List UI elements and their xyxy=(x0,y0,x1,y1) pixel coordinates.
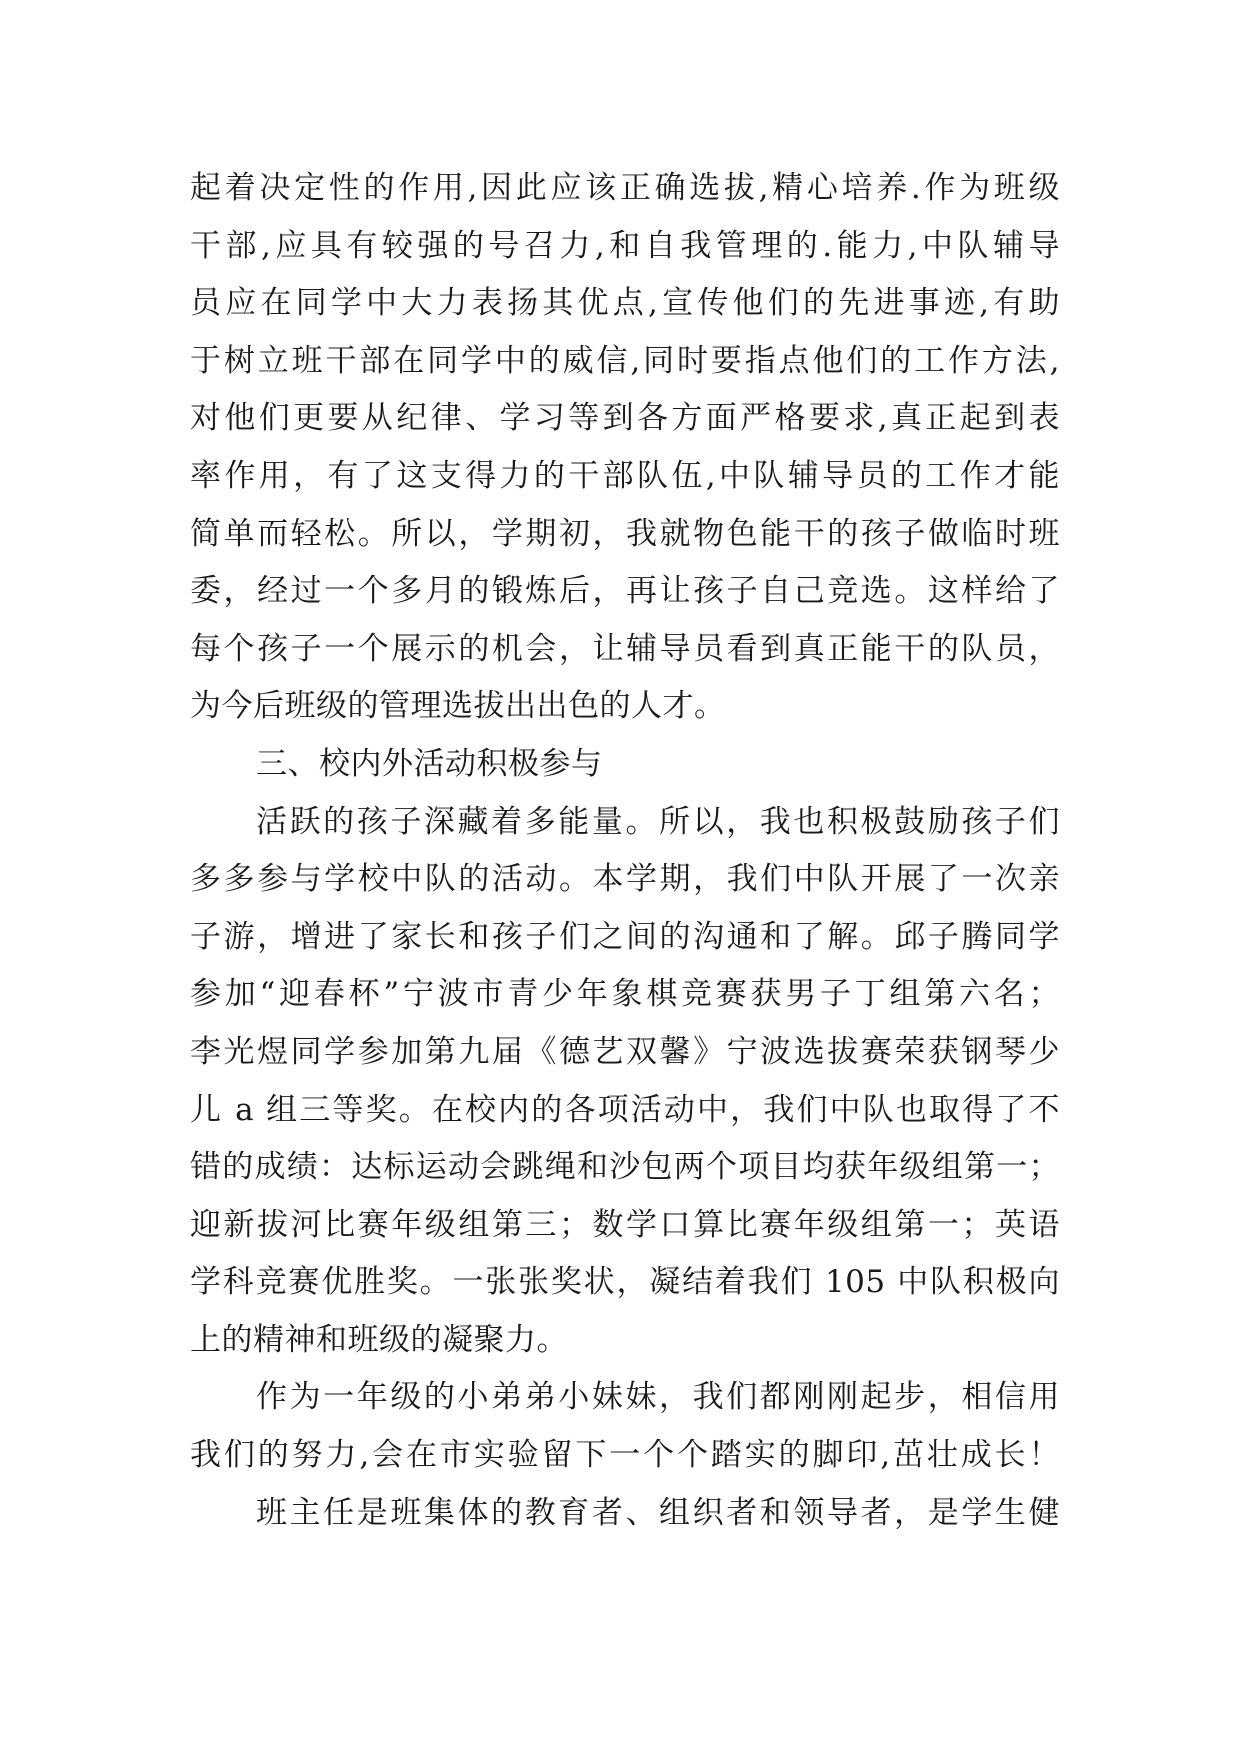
text-line: 班主任是班集体的教育者、组织者和领导者，是学生健 xyxy=(256,1494,1060,1531)
text-line: 干部,应具有较强的号召力,和自我管理的.能力,中队辅导 xyxy=(190,227,1060,264)
text-line: 委，经过一个多月的锻炼后，再让孩子自己竞选。这样给了 xyxy=(190,573,1060,610)
text-line: 参加“迎春杯”宁波市青少年象棋竞赛获男子丁组第六名； xyxy=(190,976,1060,1013)
text-line: 于树立班干部在同学中的威信,同时要指点他们的工作方法, xyxy=(190,342,1060,379)
text-line: 错的成绩：达标运动会跳绳和沙包两个项目均获年级组第一； xyxy=(190,1149,1060,1186)
text-line: 学科竞赛优胜奖。一张张奖状，凝结着我们 105 中队积极向 xyxy=(190,1264,1060,1301)
document-body xyxy=(190,160,1060,1542)
text-line: 子游，增进了家长和孩子们之间的沟通和了解。邱子腾同学 xyxy=(190,918,1060,955)
text-line: 作为一年级的小弟弟小妹妹，我们都刚刚起步，相信用 xyxy=(256,1379,1060,1416)
text-line: 儿 a 组三等奖。在校内的各项活动中，我们中队也取得了不 xyxy=(190,1091,1060,1128)
text-line: 对他们更要从纪律、学习等到各方面严格要求,真正起到表 xyxy=(190,400,1060,437)
text-line: 李光煜同学参加第九届《德艺双馨》宁波选拔赛荣获钢琴少 xyxy=(190,1033,1060,1070)
text-line: 每个孩子一个展示的机会，让辅导员看到真正能干的队员， xyxy=(190,630,1060,667)
text-line: 率作用，有了这支得力的干部队伍,中队辅导员的工作才能 xyxy=(190,457,1060,494)
text-line: 上的精神和班级的凝聚力。 xyxy=(190,1321,568,1358)
text-line: 活跃的孩子深藏着多能量。所以，我也积极鼓励孩子们 xyxy=(256,803,1060,840)
text-line: 我们的努力,会在市实验留下一个个踏实的脚印,茁壮成长！ xyxy=(190,1437,1060,1474)
text-line: 三、校内外活动积极参与 xyxy=(256,745,603,782)
text-line: 简单而轻松。所以，学期初，我就物色能干的孩子做临时班 xyxy=(190,515,1060,552)
text-line: 为今后班级的管理选拔出出色的人才。 xyxy=(190,688,726,725)
text-line: 起着决定性的作用,因此应该正确选拔,精心培养.作为班级 xyxy=(190,170,1060,206)
text-line: 多多参与学校中队的活动。本学期，我们中队开展了一次亲 xyxy=(190,861,1060,898)
text-line: 迎新拔河比赛年级组第三；数学口算比赛年级组第一；英语 xyxy=(190,1206,1060,1243)
text-line: 员应在同学中大力表扬其优点,宣传他们的先进事迹,有助 xyxy=(190,285,1060,322)
